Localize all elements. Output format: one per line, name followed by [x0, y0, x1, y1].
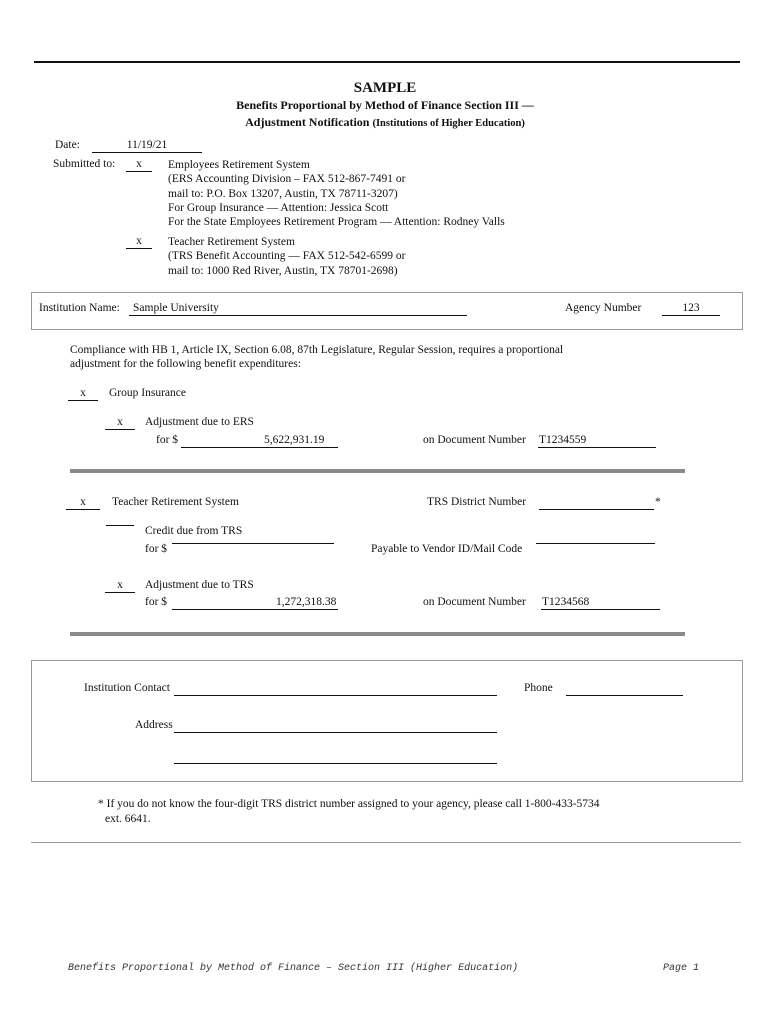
agency-number-field[interactable]: 123: [662, 302, 720, 316]
ers-line-2: (ERS Accounting Division – FAX 512-867-7491 or: [168, 173, 406, 186]
trs-adj-amount-line: [172, 609, 338, 610]
ers-check-field[interactable]: x: [126, 158, 152, 172]
trs-adjustment-label: Adjustment due to TRS: [145, 579, 254, 591]
phone-field[interactable]: [566, 695, 683, 696]
ers-doc-field[interactable]: T1234559: [539, 434, 587, 446]
contact-field[interactable]: [174, 695, 497, 696]
trs-credit-check[interactable]: [106, 525, 134, 526]
date-label: Date:: [55, 139, 80, 151]
trs-doc-field[interactable]: T1234568: [542, 596, 590, 608]
ers-line-5: For the State Employees Retirement Program — Attention: Rodney Valls: [168, 216, 505, 229]
trs-line-1: Teacher Retirement System: [168, 236, 295, 248]
ers-line-3: mail to: P.O. Box 13207, Austin, TX 78711-3207): [168, 187, 398, 200]
address-label: Address: [135, 719, 173, 731]
vendor-id-field[interactable]: [536, 543, 655, 544]
institution-name-field[interactable]: Sample University: [133, 302, 219, 314]
address-field-1[interactable]: [174, 732, 497, 733]
group-insurance-check[interactable]: x: [68, 387, 98, 401]
date-field[interactable]: 11/19/21: [92, 139, 202, 153]
trs-district-label: TRS District Number: [427, 496, 527, 508]
submitted-label: Submitted to:: [53, 158, 116, 170]
section-divider-2: [70, 632, 685, 636]
trs-adj-amount-field[interactable]: 1,272,318.38: [276, 596, 337, 608]
subtitle-main: Adjustment Notification: [245, 115, 370, 129]
trs-check-field[interactable]: x: [126, 235, 152, 249]
ers-amount-field[interactable]: 5,622,931.19: [264, 434, 325, 446]
trs-line-2: (TRS Benefit Accounting — FAX 512-542-6599 or: [168, 250, 406, 263]
compliance-line-1: Compliance with HB 1, Article IX, Section 6.08, 87th Legislature, Regular Session, requires a proportional: [70, 344, 564, 356]
trs-adj-for-label: for $: [145, 596, 168, 608]
ers-line-4: For Group Insurance — Attention: Jessica Scott: [168, 201, 389, 214]
page-subtitle-2: [0, 115, 770, 130]
contact-label: Institution Contact: [84, 682, 170, 694]
ers-amount-line: [181, 447, 338, 448]
ers-adjustment-label: Adjustment due to ERS: [145, 416, 254, 428]
trs-credit-for-label: for $: [145, 543, 168, 555]
trs-line-3: mail to: 1000 Red River, Austin, TX 78701-2698): [168, 264, 398, 277]
footer-title: Benefits Proportional by Method of Finance – Section III (Higher Education): [68, 963, 519, 974]
trs-doc-line: [541, 609, 660, 610]
trs-section-label: Teacher Retirement System: [112, 496, 239, 508]
ers-for-label: for $: [156, 434, 179, 446]
page-number: Page 1: [663, 963, 700, 974]
page-title: SAMPLE: [353, 80, 417, 96]
phone-label: Phone: [524, 682, 553, 694]
compliance-line-2: adjustment for the following benefit expenditures:: [70, 358, 301, 370]
top-rule: [34, 61, 740, 63]
institution-name-line: [129, 315, 467, 316]
trs-address-block: [168, 235, 405, 278]
address-field-2[interactable]: [174, 763, 497, 764]
district-note-line-1: * If you do not know the four-digit TRS district number assigned to your agency, please call 1-800-433-5734: [98, 798, 600, 810]
ers-address-block: [168, 158, 505, 229]
ers-adjustment-check[interactable]: x: [105, 416, 135, 430]
page-subtitle: Benefits Proportional by Method of Finance Section III —: [236, 98, 534, 112]
group-insurance-label: Group Insurance: [109, 387, 186, 399]
ers-doc-label: on Document Number: [423, 434, 526, 446]
institution-name-label: Institution Name:: [39, 302, 120, 314]
district-note-line-2: ext. 6641.: [105, 813, 151, 825]
trs-credit-amount-field[interactable]: [172, 543, 334, 544]
subtitle-paren: (Institutions of Higher Education): [372, 118, 525, 129]
ers-doc-line: [538, 447, 656, 448]
trs-adjustment-check[interactable]: x: [105, 579, 135, 593]
trs-section-check[interactable]: x: [66, 496, 100, 510]
trs-district-asterisk: *: [655, 496, 661, 508]
trs-district-line: [539, 509, 654, 510]
section-divider-1: [70, 469, 685, 473]
ers-line-1: Employees Retirement System: [168, 159, 310, 171]
trs-credit-label: Credit due from TRS: [145, 525, 243, 537]
trs-doc-label: on Document Number: [423, 596, 526, 608]
agency-number-label: Agency Number: [565, 302, 642, 314]
vendor-id-label: Payable to Vendor ID/Mail Code: [371, 543, 523, 555]
bottom-rule: [31, 842, 741, 843]
